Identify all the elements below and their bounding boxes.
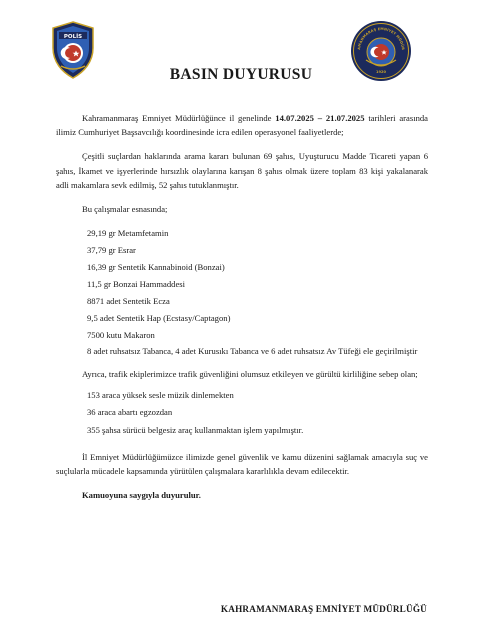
list-item: 36 araca abartı egzozdan [87, 407, 173, 418]
list-item: 11,5 gr Bonzai Hammaddesi [87, 278, 186, 289]
traffic-paragraph: Ayrıca, trafik ekiplerimizce trafik güvenliğini olumsuz etkileyen ve gürültü kirliliğine sebep olan; [82, 369, 418, 380]
list-item: 29,19 gr Metamfetamin [87, 228, 169, 239]
traffic-items-list [56, 388, 428, 438]
seal-arc-text: AMANMARAŞ EMNİYET MÜDÜR [357, 26, 406, 51]
page-title: BASIN DUYURUSU [169, 66, 313, 83]
operations-intro: Bu çalışmalar esnasında; [82, 204, 168, 215]
list-item: 7500 kutu Makaron [87, 329, 155, 340]
list-item: 8 adet ruhsatsız Tabanca, 4 adet Kurusıkı Tabanca ve 6 adet ruhsatsız Av Tüfeği ele geçirilmiştir [87, 346, 418, 357]
signature-block: KAHRAMANMARAŞ EMNİYET MÜDÜRLÜĞÜ [220, 604, 427, 614]
seized-items-list [56, 226, 428, 359]
list-item: 37,79 gr Esrar [87, 245, 136, 256]
list-item: 9,5 adet Sentetik Hap (Ecstasy/Captagon) [87, 312, 231, 323]
closing-line: Kamuoyuna saygıyla duyurulur. [82, 490, 201, 501]
list-item: 153 araca yüksek sesle müzik dinlemekten [87, 389, 234, 400]
list-item: 355 şahsa sürücü belgesiz araç kullanmaktan işlem yapılmıştır. [87, 424, 304, 435]
intro-suffix: tarihleri arasında ilimiz Cumhuriyet Başsavcılığı koordinesinde icra edilen operasyonel faaliyetlerde; [56, 113, 428, 138]
logo-left-text: POLİS [63, 33, 83, 40]
document-body [56, 111, 428, 503]
seal-year-text: 1920 [375, 70, 387, 74]
list-item: 16,39 gr Sentetik Kannabinoid (Bonzai) [87, 262, 225, 272]
commitment-paragraph: İl Emniyet Müdürlüğümüzce ilimizde genel güvenlik ve kamu düzenini sağlamak amacıyla suç ve suçlularla mücadele kapsamında yürütülen çalışmalara kararlılıkla devam edilecektir. [56, 452, 428, 477]
arrests-paragraph: Çeşitli suçlardan haklarında arama kararı bulunan 69 şahıs, Uyuşturucu Madde Ticareti yapan 6 şahıs, İkamet ve işyerlerinde hırsızlık olaylarına karışan 8 şahıs olmak üzere toplam 83 kişi yakalanarak adli makamlara sevk edilmiş, 52 şahıs tutuklanmıştır. [56, 151, 428, 190]
list-item: 8871 adet Sentetik Ecza [87, 295, 170, 306]
intro-paragraph [56, 111, 428, 139]
intro-prefix: Kahramanmaraş Emniyet Müdürlüğünce il genelinde [82, 113, 276, 123]
intro-date-range: 14.07.2025 – 21.07.2025 [275, 113, 365, 123]
